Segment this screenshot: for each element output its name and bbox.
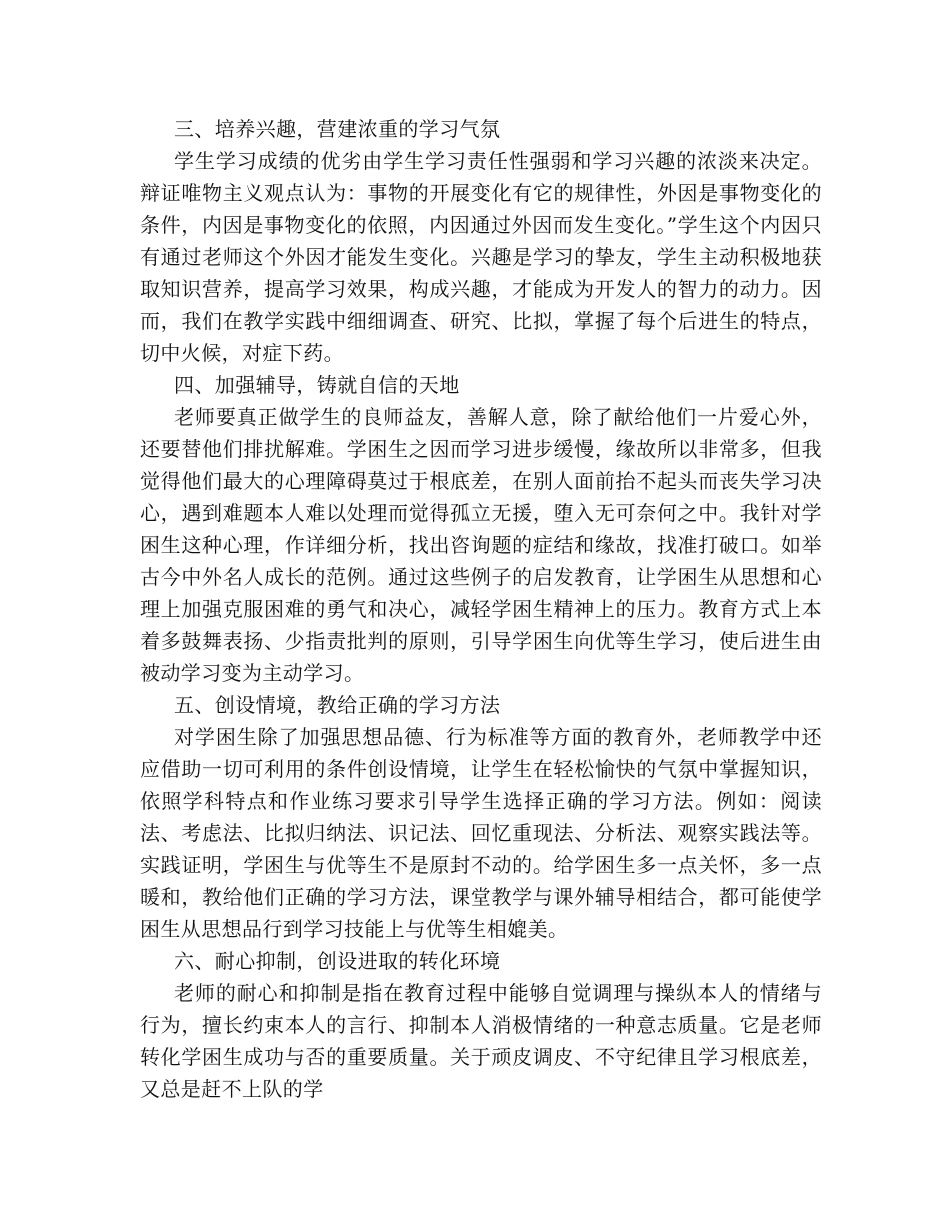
section-heading-6: 六、耐心抑制，创设进取的转化环境 [174,949,501,973]
document-body [140,113,822,1105]
paragraph: 老师要真正做学生的良师益友，善解人意，除了献给他们一片爱心外，还要替他们排扰解难。学困生之因而学习进步缓慢，缘故所以非常多，但我觉得他们最大的心理障碍莫过于根底差，在别人面前抬不起头而丧失学习决心，遇到难题本人难以处理而觉得孤立无援，堕入无可奈何之中。我针对学困生这种心理，作详细分析，找出咨询题的症结和缘故，找准打破口。如举古今中外名人成长的范例。通过这些例子的启发教育，让学困生从思想和心理上加强克服困难的勇气和决心，减轻学困生精神上的压力。教育方式上本着多鼓舞表扬、少指责批判的原则，引导学困生向优等生学习，使后进生由被动学习变为主动学习。 [140,405,822,685]
section-heading-4: 四、加强辅导，铸就自信的天地 [174,373,460,397]
paragraph: 老师的耐心和抑制是指在教育过程中能够自觉调理与操纵本人的情绪与行为，擅长约束本人的言行、抑制本人消极情绪的一种意志质量。它是老师转化学困生成功与否的重要质量。关于顽皮调皮、不守纪律且学习根底差，又总是赶不上队的学 [140,981,822,1101]
paragraph: 学生学习成绩的优劣由学生学习责任性强弱和学习兴趣的浓淡来决定。辩证唯物主义观点认为：事物的开展变化有它的规律性，外因是事物变化的条件，内因是事物变化的依照，内因通过外因而发生变化。”学生这个内因只有通过老师这个外因才能发生变化。兴趣是学习的挚友，学生主动积极地获取知识营养，提高学习效果，构成兴趣，才能成为开发人的智力的动力。因而，我们在教学实践中细细调查、研究、比拟，掌握了每个后进生的特点，切中火候，对症下药。 [140,149,822,365]
section-heading-5: 五、创设情境，教给正确的学习方法 [174,693,501,717]
section-heading-3: 三、培养兴趣，营建浓重的学习气氛 [174,117,501,141]
paragraph: 对学困生除了加强思想品德、行为标准等方面的教育外，老师教学中还应借助一切可利用的条件创设情境，让学生在轻松愉快的气氛中掌握知识，依照学科特点和作业练习要求引导学生选择正确的学习方法。例如：阅读法、考虑法、比拟归纳法、识记法、回忆重现法、分析法、观察实践法等。实践证明，学困生与优等生不是原封不动的。给学困生多一点关怀，多一点暖和，教给他们正确的学习方法，课堂教学与课外辅导相结合，都可能使学困生从思想品行到学习技能上与优等生相媲美。 [140,725,822,941]
